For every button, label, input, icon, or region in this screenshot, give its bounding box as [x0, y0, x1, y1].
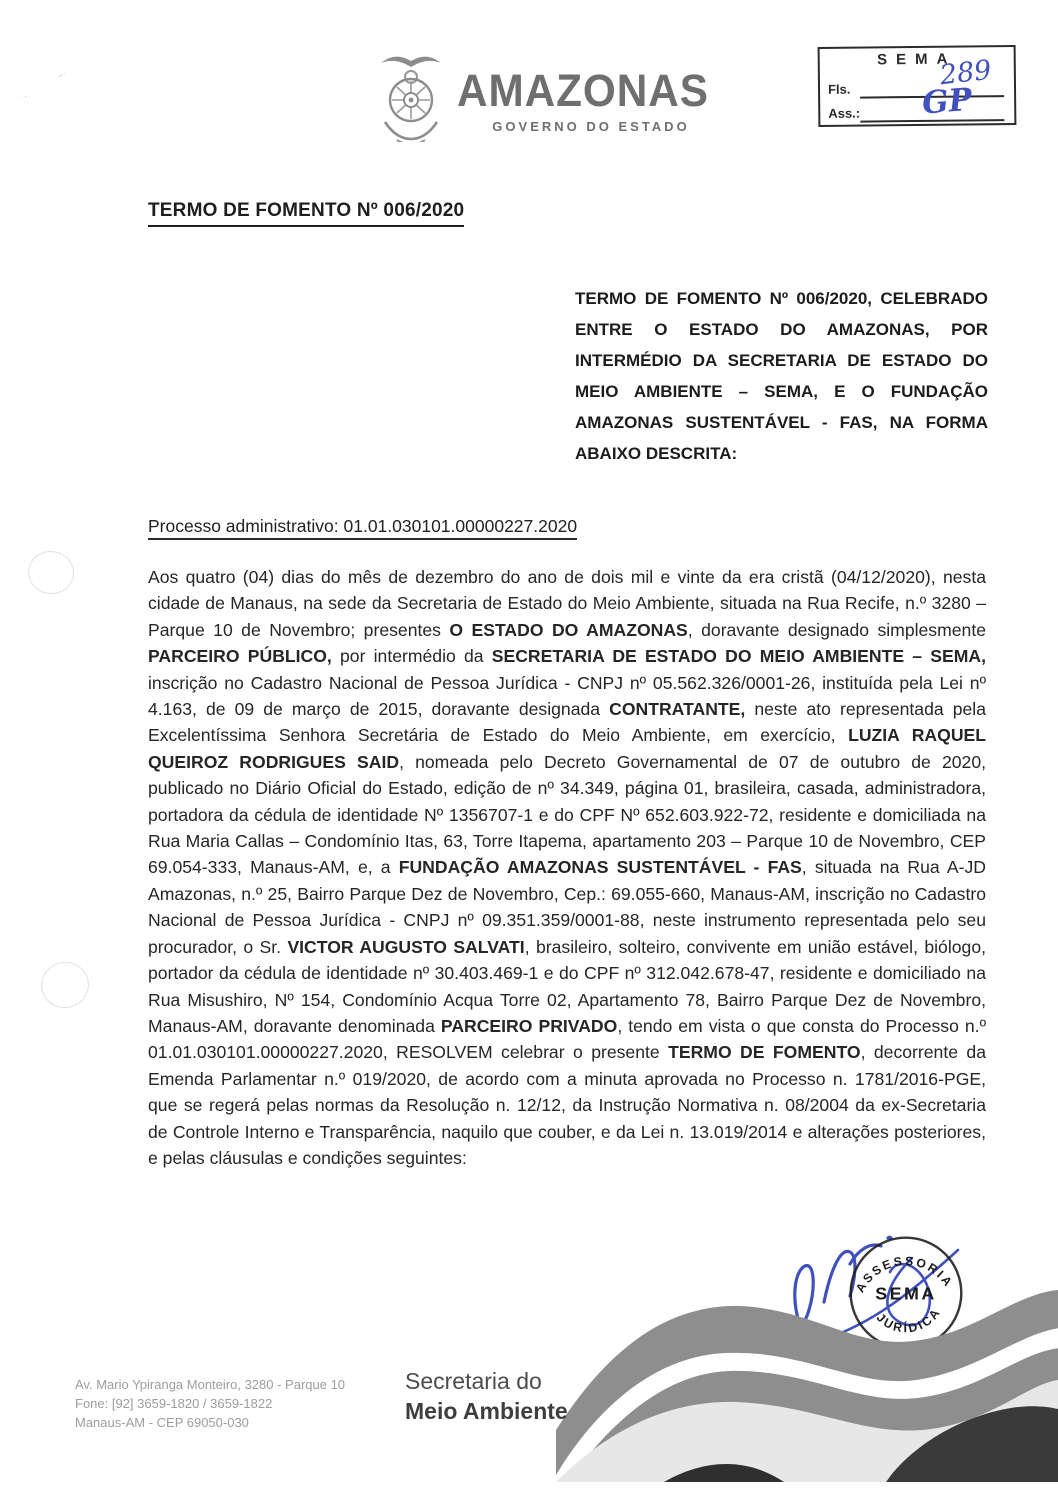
document-title: TERMO DE FOMENTO Nº 006/2020 [148, 200, 464, 227]
footer-org-name [405, 1366, 568, 1426]
address-line: Manaus-AM - CEP 69050-030 [75, 1415, 249, 1430]
org-line1: Secretaria do [405, 1368, 542, 1394]
body-paragraph: Aos quatro (04) dias do mês de dezembro do ano de dois mil e vinte da era cristã (04/12/2020), nesta cidade de Manaus, na sede da Secretaria de Estado do Meio Ambiente, situada na Rua Recife, n.º 3280 – Parque 10 de Novembro; presentes O ESTADO DO AMAZONAS, doravante designado simplesmente PARCEIRO PÚBLICO, por intermédio da SECRETARIA DE ESTADO DO MEIO AMBIENTE – SEMA, inscrição no Cadastro Nacional de Pessoa Jurídica - CNPJ nº 05.562.326/0001-26, instituída pela Lei nº 4.163, de 09 de março de 2015, doravante designada CONTRATANTE, neste ato representada pela Excelentíssima Senhora Secretária de Estado do Meio Ambiente, em exercício, LUZIA RAQUEL QUEIROZ RODRIGUES SAID, nomeada pelo Decreto Governamental de 07 de outubro de 2020, publicado no Diário Oficial do Estado, edição de nº 34.349, página 01, brasileira, casada, administradora, portadora da cédula de identidade Nº 1356707-1 e do CPF Nº 652.603.922-72, residente e domiciliada na Rua Maria Callas – Condomínio Itas, 63, Torre Itapema, apartamento 203 – Parque 10 de Novembro, CEP 69.054-333, Manaus-AM, e, a FUNDAÇÃO AMAZONAS SUSTENTÁVEL - FAS, situada na Rua A-JD Amazonas, n.º 25, Bairro Parque Dez de Novembro, Cep.: 69.055-660, Manaus-AM, inscrição no Cadastro Nacional de Pessoa Jurídica - CNPJ nº 09.351.359/0001-88, neste instrumento representada pelo seu procurador, o Sr. VICTOR AUGUSTO SALVATI, brasileiro, solteiro, convivente em união estável, biólogo, portador da cédula de identidade nº 30.403.469-1 e do CPF nº 312.042.678-47, residente e domiciliado na Rua Misushiro, Nº 154, Condomínio Acqua Torre 02, Apartamento 78, Bairro Parque Dez de Novembro, Manaus-AM, doravante denominada PARCEIRO PRIVADO, tendo em vista o que consta do Processo n.º 01.01.030101.00000227.2020, RESOLVEM celebrar o presente TERMO DE FOMENTO, decorrente da Emenda Parlamentar n.º 019/2020, de acordo com a minuta aprovada no Processo n. 1781/2016-PGE, que se regerá pelas normas da Resolução n. 12/12, da Instrução Normativa n. 08/2004 da ex-Secretaria de Controle Interno e Transparência, naquilo que couber, e da Lei n. 13.019/2014 e alterações posteriores, e pelas cláusulas e condições seguintes: [148, 567, 987, 1168]
ass-label: Ass.: [828, 105, 861, 121]
fls-label: Fls. [827, 81, 851, 97]
sema-pagination-stamp [818, 45, 1017, 127]
amazonas-coat-of-arms-icon [375, 50, 447, 142]
address-line: Av. Mario Ypiranga Monteiro, 3280 - Parque 10 [75, 1377, 346, 1392]
org-line2: Meio Ambiente [405, 1398, 568, 1424]
scan-speck: ~· [55, 68, 70, 83]
preamble-block: TERMO DE FOMENTO Nº 006/2020, CELEBRADO ENTRE O ESTADO DO AMAZONAS, POR INTERMÉDIO DA SECRETARIA DE ESTADO DO MEIO AMBIENTE – SEMA, E O FUNDAÇÃO AMAZONAS SUSTENTÁVEL - FAS, NA FORMA ABAIXO DESCRITA: [575, 289, 988, 463]
hole-punch-mark [25, 548, 77, 597]
processo-administrativo-line: Processo administrativo: 01.01.030101.00000227.2020 [148, 516, 577, 540]
hole-punch-mark [39, 960, 92, 1011]
address-line: Fone: [92] 3659-1820 / 3659-1822 [75, 1396, 273, 1411]
footer-wave-graphic [556, 1270, 1058, 1482]
scan-speck: ·, [17, 89, 29, 102]
stamp-header: SEMA [876, 50, 957, 69]
handwritten-initials: GP [921, 81, 974, 122]
footer-address [75, 1375, 345, 1432]
logo-subtitle: GOVERNO DO ESTADO [492, 119, 690, 134]
ass-row [828, 104, 1004, 121]
handwritten-page-number: 289 [938, 54, 994, 92]
logo-wordmark: AMAZONAS [457, 65, 709, 116]
stamp-text-middle: SEMA [875, 1283, 937, 1304]
state-logo [375, 50, 725, 142]
stamp-text-bottom: JURÍDICA [873, 1304, 944, 1336]
stamp-text-top: ASSESSORIA [852, 1253, 957, 1295]
